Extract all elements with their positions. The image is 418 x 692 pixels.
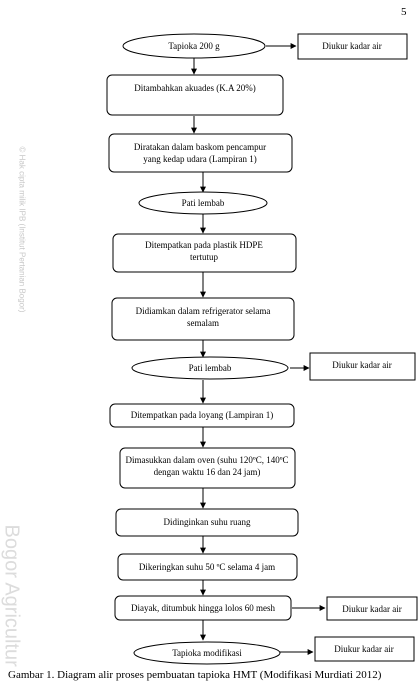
svg-text:Dikeringkan suhu 50 ºC selama: Dikeringkan suhu 50 ºC selama 4 jam bbox=[138, 562, 276, 572]
svg-text:dengan waktu 16 dan 24 jam): dengan waktu 16 dan 24 jam) bbox=[153, 467, 261, 477]
page-number: 5 bbox=[401, 6, 407, 18]
svg-text:Diayak, ditumbuk hingga lolos: Diayak, ditumbuk hingga lolos 60 mesh bbox=[131, 603, 275, 613]
svg-text:Diukur kadar air: Diukur kadar air bbox=[342, 604, 402, 614]
step-tapioka bbox=[123, 34, 265, 58]
svg-text:Diratakan dalam baskom pencamp: Diratakan dalam baskom pencampur bbox=[133, 142, 267, 152]
step-tambah-akuades bbox=[107, 75, 283, 115]
step-didiamkan bbox=[112, 298, 294, 340]
svg-text:yang kedap udara (Lampiran 1): yang kedap udara (Lampiran 1) bbox=[143, 154, 257, 164]
svg-text:Didiamkan dalam refrigerator s: Didiamkan dalam refrigerator selama bbox=[135, 306, 271, 316]
svg-text:Diukur kadar air: Diukur kadar air bbox=[322, 41, 382, 51]
bogor-watermark-text: Bogor Agricultur bbox=[0, 524, 23, 667]
step-dikeringkan bbox=[118, 554, 297, 580]
step-didinginkan bbox=[116, 509, 298, 536]
svg-text:Diukur kadar air: Diukur kadar air bbox=[332, 360, 392, 370]
svg-text:Pati lembab: Pati lembab bbox=[188, 363, 232, 373]
svg-text:Ditambahkan akuades (K.A 20%): Ditambahkan akuades (K.A 20%) bbox=[134, 83, 256, 93]
svg-text:Tapioka 200 g: Tapioka 200 g bbox=[168, 41, 220, 51]
step-pati-lembab-1 bbox=[139, 192, 267, 214]
svg-text:semalam: semalam bbox=[187, 318, 219, 328]
side-diukur-kadar-air-4 bbox=[315, 637, 414, 661]
step-loyang bbox=[110, 404, 294, 427]
svg-text:Diukur kadar air: Diukur kadar air bbox=[334, 644, 394, 654]
svg-text:Tapioka modifikasi: Tapioka modifikasi bbox=[172, 648, 242, 658]
svg-text:Ditempatkan pada loyang (Lampi: Ditempatkan pada loyang (Lampiran 1) bbox=[130, 410, 274, 420]
step-diayak bbox=[115, 596, 291, 620]
svg-text:Ditempatkan pada plastik HDPE: Ditempatkan pada plastik HDPE bbox=[145, 240, 263, 250]
svg-text:Pati lembab: Pati lembab bbox=[181, 198, 225, 208]
side-diukur-kadar-air-3 bbox=[327, 597, 417, 620]
watermark-text: © Hak cipta milik IPB (Institut Pertanian Bogor) bbox=[17, 146, 27, 313]
side-diukur-kadar-air-1 bbox=[298, 34, 407, 59]
svg-text:tertutup: tertutup bbox=[190, 252, 218, 262]
side-diukur-kadar-air-2 bbox=[310, 353, 415, 380]
step-oven bbox=[120, 448, 295, 488]
step-tapioka-modifikasi bbox=[134, 642, 280, 664]
step-diratakan bbox=[109, 134, 292, 172]
svg-text:Dimasukkan dalam oven (suhu 12: Dimasukkan dalam oven (suhu 120ºC, 140ºC bbox=[125, 455, 289, 465]
svg-text:Didinginkan suhu ruang: Didinginkan suhu ruang bbox=[163, 517, 251, 527]
step-plastik-hdpe bbox=[113, 234, 296, 272]
step-pati-lembab-2 bbox=[132, 357, 288, 379]
figure-caption: Gambar 1. Diagram alir proses pembuatan tapioka HMT (Modifikasi Murdiati 2012) bbox=[8, 669, 382, 681]
